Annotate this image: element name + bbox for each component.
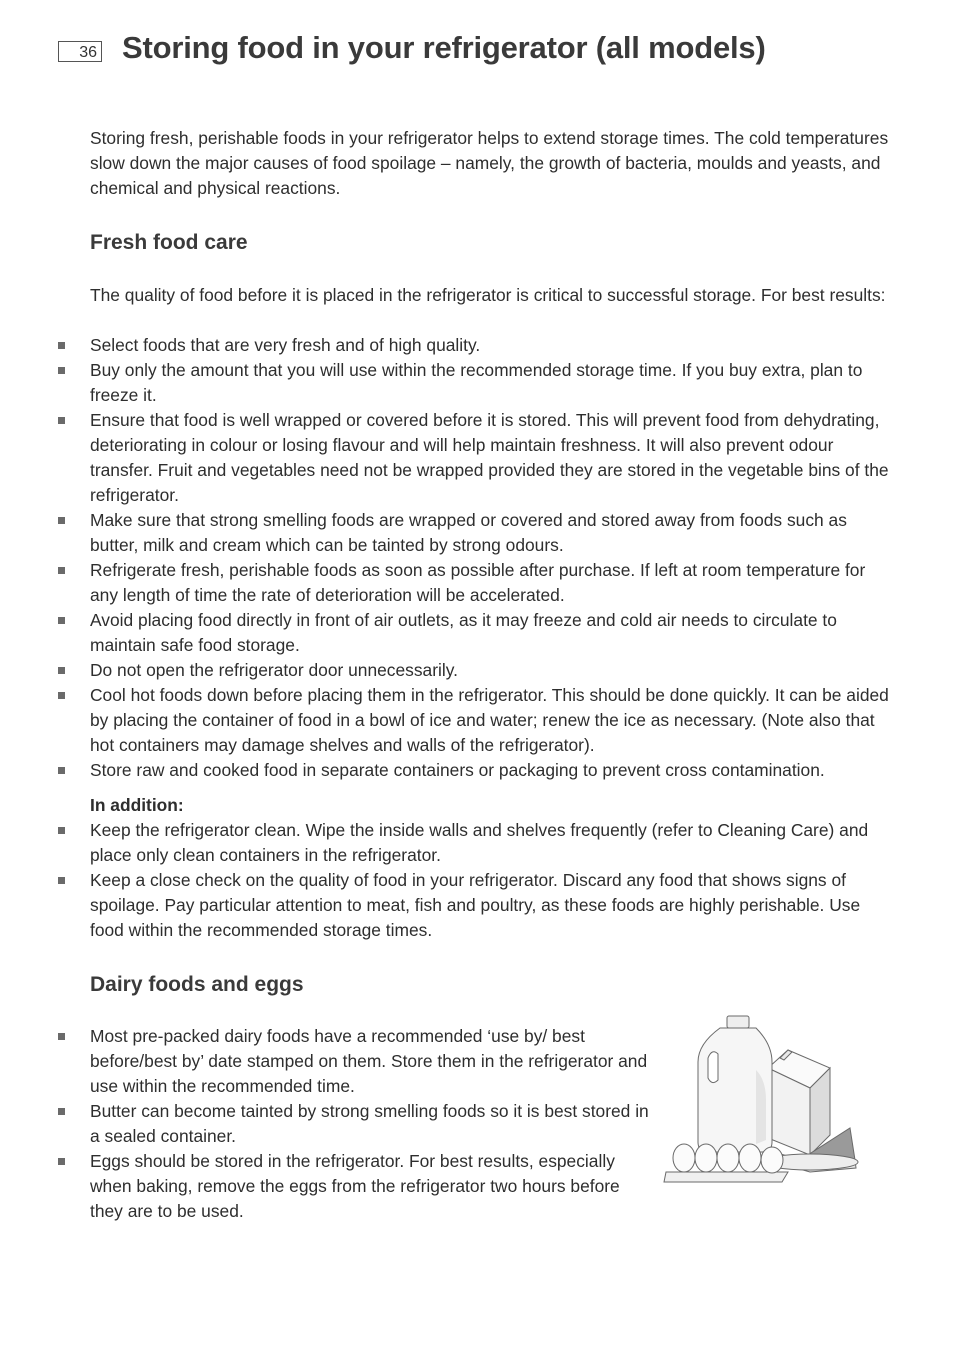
list-item: Buy only the amount that you will use within the recommended storage time. If you buy extra, plan to freeze it. [0, 358, 890, 408]
intro-paragraph: Storing fresh, perishable foods in your refrigerator helps to extend storage times. The cold temperatures slow down the major causes of food spoilage – namely, the growth of bacteria, moulds and yeasts, and chemical and physical reactions. [90, 128, 889, 198]
bullet-square-icon [58, 567, 65, 574]
in-addition-subheading: In addition: [90, 795, 184, 815]
page-number: 36 [58, 41, 102, 62]
list-item: Select foods that are very fresh and of high quality. [0, 333, 890, 358]
list-item: Store raw and cooked food in separate containers or packaging to prevent cross contamination. [0, 758, 890, 783]
list-item: Refrigerate fresh, perishable foods as soon as possible after purchase. If left at room temperature for any length of time the rate of deterioration will be accelerated. [0, 558, 890, 608]
bullet-square-icon [58, 342, 65, 349]
egg-tray-icon [664, 1144, 788, 1182]
milk-carton-icon [768, 1050, 830, 1155]
list-item: Keep the refrigerator clean. Wipe the inside walls and shelves frequently (refer to Cleaning Care) and place only clean containers in the refrigerator. [0, 818, 890, 868]
bullet-square-icon [58, 667, 65, 674]
list-item: Most pre-packed dairy foods have a recommended ‘use by/ best before/best by’ date stamped on them. Store them in the refrigerator and use within the recommended time. [0, 1024, 650, 1099]
fresh-food-heading: Fresh food care [90, 231, 248, 254]
bullet-square-icon [58, 767, 65, 774]
bullet-square-icon [58, 367, 65, 374]
page-title: Storing food in your refrigerator (all models) [122, 30, 766, 65]
list-item: Avoid placing food directly in front of air outlets, as it may freeze and cold air needs to circulate to maintain safe food storage. [0, 608, 890, 658]
bullet-square-icon [58, 1158, 65, 1165]
list-item: Eggs should be stored in the refrigerator. For best results, especially when baking, remove the eggs from the refrigerator two hours before they are to be used. [0, 1149, 650, 1224]
fresh-food-list [0, 333, 890, 783]
dairy-heading: Dairy foods and eggs [90, 973, 304, 996]
list-item: Do not open the refrigerator door unnecessarily. [0, 658, 890, 683]
list-item: Make sure that strong smelling foods are wrapped or covered and stored away from foods such as butter, milk and cream which can be tainted by strong odours. [0, 508, 890, 558]
list-item: Ensure that food is well wrapped or covered before it is stored. This will prevent food from dehydrating, deteriorating in colour or losing flavour and will help maintain freshness. It will also prevent odour transfer. Fruit and vegetables need not be wrapped provided they are stored in the vegetable bins of the refrigerator. [0, 408, 890, 508]
bullet-square-icon [58, 417, 65, 424]
dairy-list [0, 1024, 650, 1224]
bullet-square-icon [58, 692, 65, 699]
fresh-food-intro: The quality of food before it is placed in the refrigerator is critical to successful storage. For best results: [90, 285, 886, 305]
list-item: Keep a close check on the quality of food in your refrigerator. Discard any food that shows signs of spoilage. Pay particular attention to meat, fish and poultry, as these foods are highly perishable. Use food within the recommended storage times. [0, 868, 890, 943]
dairy-eggs-illustration [660, 1010, 865, 1188]
list-item: Butter can become tainted by strong smelling foods so it is best stored in a sealed container. [0, 1099, 650, 1149]
milk-jug-icon [698, 1016, 772, 1152]
addition-list [0, 818, 890, 943]
bullet-square-icon [58, 1108, 65, 1115]
bullet-square-icon [58, 1033, 65, 1040]
bullet-square-icon [58, 827, 65, 834]
list-item: Cool hot foods down before placing them in the refrigerator. This should be done quickly. It can be aided by placing the container of food in a bowl of ice and water; renew the ice as necessary. (Note also that hot containers may damage shelves and walls of the refrigerator). [0, 683, 890, 758]
bullet-square-icon [58, 877, 65, 884]
bullet-square-icon [58, 517, 65, 524]
bullet-square-icon [58, 617, 65, 624]
